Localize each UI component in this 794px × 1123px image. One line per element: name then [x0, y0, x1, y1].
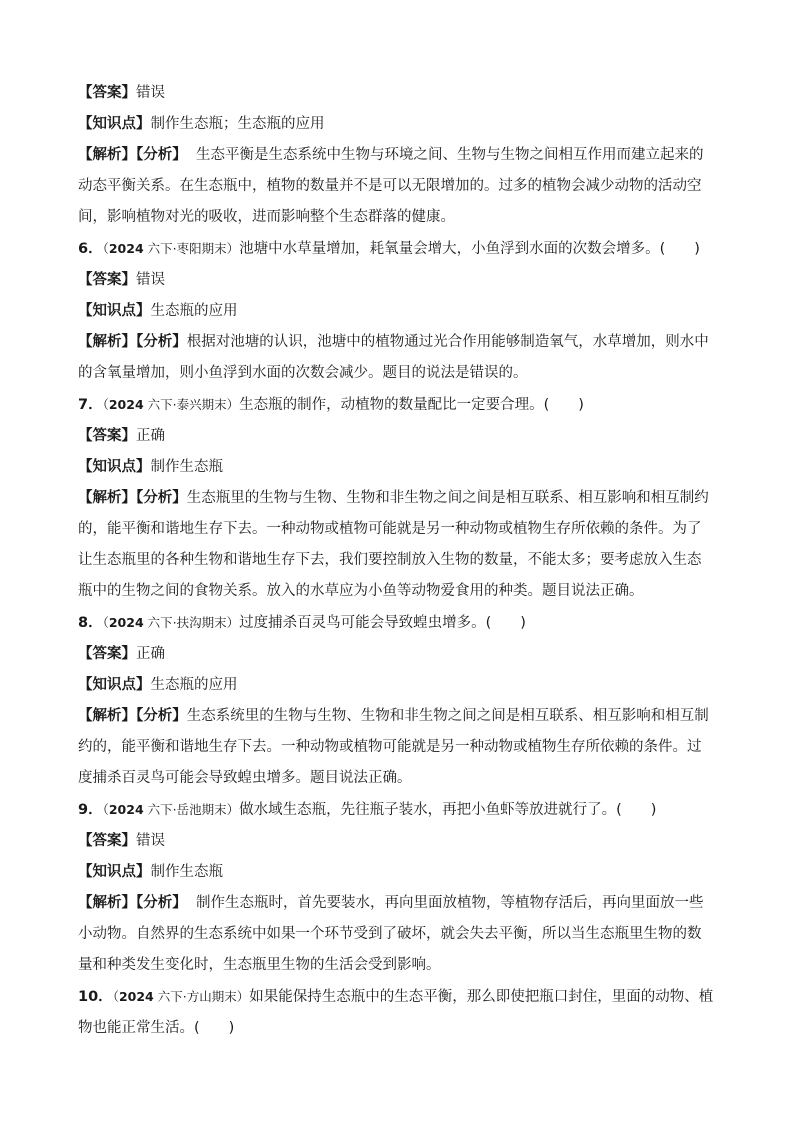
answer-line: [78, 78, 728, 109]
knowledge-text: 制作生态瓶: [150, 459, 223, 475]
analysis-continuation: 瓶中的生物之间的食物关系。放入的水草应为小鱼等动物爱食用的种类。题目说法正确。: [78, 583, 644, 599]
fen-tag: 【分析】: [136, 895, 187, 911]
fen-tag: 【分析】: [136, 490, 187, 506]
knowledge-line: [78, 452, 728, 483]
question-text: 过度捕杀百灵鸟可能会导致蝗虫增多。( ): [239, 615, 526, 631]
question-9: [78, 794, 728, 826]
question-number: 8．: [78, 615, 103, 631]
question-source: （2024 六下·扶沟期末）: [102, 615, 240, 630]
analysis-text: 生态瓶里的生物与生物、生物和非生物之间之间是相互联系、相互影响和相互制约: [186, 490, 709, 506]
analysis-continuation: 约的，能平衡和谐地生存下去。一种动物或植物可能就是另一种动物或植物生存所依赖的条件。过: [78, 739, 702, 755]
answer-line: [78, 639, 728, 670]
question-number: 6．: [78, 241, 103, 257]
question-text: 生态瓶的制作，动植物的数量配比一定要合理。( ): [239, 397, 584, 413]
analysis-tag: 【解析】: [78, 334, 136, 350]
answer-tag: 【答案】: [78, 646, 136, 662]
answer-line: [78, 826, 728, 857]
analysis-continuation: 间，影响植物对光的吸收，进而影响整个生态群落的健康。: [78, 209, 455, 225]
question-number: 7．: [78, 397, 103, 413]
answer-tag: 【答案】: [78, 833, 136, 849]
analysis-line: [78, 483, 728, 514]
analysis-continuation: 让生态瓶里的各种生物和谐地生存下去，我们要控制放入生物的数量，不能太多；要考虑放入生态: [78, 552, 702, 568]
answer-text: 正确: [136, 646, 165, 662]
question-continuation: 物也能正常生活。( ): [78, 1020, 235, 1036]
question-source: （2024 六下·岳池期末）: [102, 802, 240, 817]
knowledge-tag: 【知识点】: [78, 303, 151, 319]
knowledge-text: 生态瓶的应用: [150, 303, 238, 319]
knowledge-tag: 【知识点】: [78, 677, 151, 693]
knowledge-tag: 【知识点】: [78, 864, 151, 880]
analysis-text: 生态系统里的生物与生物、生物和非生物之间之间是相互联系、相互影响和相互制: [186, 708, 709, 724]
question-source: （2024 六下·枣阳期末）: [102, 241, 240, 256]
answer-tag: 【答案】: [78, 85, 136, 101]
question-text: 如果能保持生态瓶中的生态平衡，那么即使把瓶口封住，里面的动物、植: [249, 989, 714, 1005]
question-8: [78, 607, 728, 639]
question-number: 10．: [78, 989, 113, 1005]
answer-tag: 【答案】: [78, 428, 136, 444]
analysis-tag: 【解析】: [78, 147, 136, 163]
question-text: 做水域生态瓶，先往瓶子装水，再把小鱼虾等放进就行了。( ): [239, 802, 657, 818]
analysis-continuation: 的含氧量增加，则小鱼浮到水面的次数会减少。题目的说法是错误的。: [78, 365, 528, 381]
knowledge-line: [78, 857, 728, 888]
analysis-tag: 【解析】: [78, 895, 136, 911]
document-page: [78, 78, 728, 1044]
question-number: 9．: [78, 802, 103, 818]
knowledge-tag: 【知识点】: [78, 116, 151, 132]
question-6: [78, 233, 728, 265]
answer-text: 错误: [136, 85, 165, 101]
question-10: [78, 981, 728, 1013]
analysis-continuation: 量和种类发生变化时，生态瓶里生物的生活会受到影响。: [78, 957, 441, 973]
answer-line: [78, 265, 728, 296]
fen-tag: 【分析】: [136, 708, 187, 724]
analysis-continuation: 的，能平衡和谐地生存下去。一种动物或植物可能就是另一种动物或植物生存所依赖的条件。为了: [78, 521, 702, 537]
analysis-text: 生态平衡是生态系统中生物与环境之间、生物与生物之间相互作用而建立起来的: [195, 147, 704, 163]
knowledge-line: [78, 670, 728, 701]
question-source: （2024 六下·泰兴期末）: [102, 397, 240, 412]
analysis-continuation: 度捕杀百灵鸟可能会导致蝗虫增多。题目说法正确。: [78, 770, 412, 786]
answer-text: 正确: [136, 428, 165, 444]
analysis-line: [78, 701, 728, 732]
knowledge-line: [78, 109, 728, 140]
knowledge-text: 生态瓶的应用: [150, 677, 238, 693]
answer-line: [78, 421, 728, 452]
answer-text: 错误: [136, 833, 165, 849]
question-7: [78, 389, 728, 421]
question-source: （2024 六下·方山期末）: [112, 989, 250, 1004]
knowledge-text: 制作生态瓶: [150, 864, 223, 880]
answer-tag: 【答案】: [78, 272, 136, 288]
analysis-line: [78, 888, 728, 919]
question-text: 池塘中水草量增加，耗氧量会增大，小鱼浮到水面的次数会增多。( ): [239, 241, 700, 257]
knowledge-tag: 【知识点】: [78, 459, 151, 475]
analysis-continuation: 小动物。自然界的生态系统中如果一个环节受到了破坏，就会失去平衡，所以当生态瓶里生物的数: [78, 926, 702, 942]
knowledge-line: [78, 296, 728, 327]
fen-tag: 【分析】: [136, 147, 187, 163]
analysis-line: [78, 140, 728, 171]
analysis-tag: 【解析】: [78, 490, 136, 506]
analysis-text: 根据对池塘的认识，池塘中的植物通过光合作用能够制造氧气，水草增加，则水中: [186, 334, 709, 350]
knowledge-text: 制作生态瓶；生态瓶的应用: [150, 116, 325, 132]
fen-tag: 【分析】: [136, 334, 187, 350]
analysis-line: [78, 327, 728, 358]
answer-text: 错误: [136, 272, 165, 288]
analysis-tag: 【解析】: [78, 708, 136, 724]
analysis-text: 制作生态瓶时，首先要装水，再向里面放植物，等植物存活后，再向里面放一些: [195, 895, 704, 911]
analysis-continuation: 动态平衡关系。在生态瓶中，植物的数量并不是可以无限增加的。过多的植物会减少动物的活动空: [78, 178, 702, 194]
